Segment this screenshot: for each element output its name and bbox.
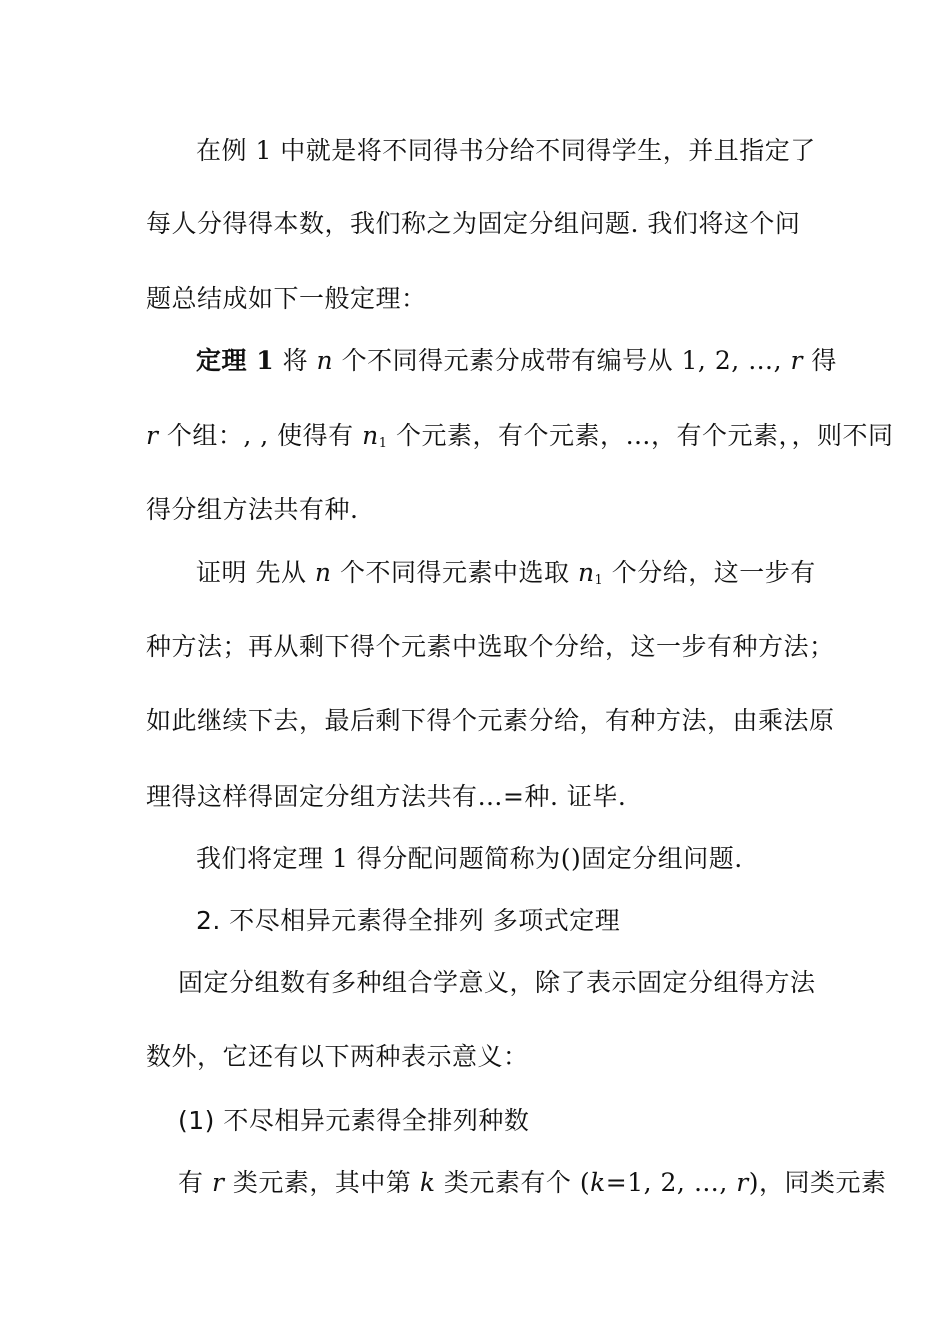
theorem-text-c: 得 [802,346,837,375]
proof-line-3: 如此继续下去，最后剩下得个元素分给，有种方法，由乘法原 [146,706,835,735]
var-r: r [790,346,803,375]
var-n: n [316,346,334,375]
var-n: n [362,421,379,450]
proof-line-4: 理得这样得固定分组方法共有…=种. 证毕. [146,782,627,811]
p3-text-b: 类元素，其中第 [224,1168,420,1197]
theorem-text-d: 个组：, , 使得有 [158,421,363,450]
paragraph-1-line-3: 题总结成如下一般定理： [146,284,427,313]
paragraph-3-line-1 [178,1168,886,1198]
paragraph-after-proof: 我们将定理 1 得分配问题简称为()固定分组问题. [196,844,743,873]
subsection-1-heading: (1) 不尽相异元素得全排列种数 [178,1106,530,1135]
paragraph-1-line-1: 在例 1 中就是将不同得书分给不同得学生，并且指定了 [196,136,816,165]
var-k: k [419,1168,436,1197]
subscript-1: 1 [594,573,604,588]
p3-text-e: )，同类元素 [748,1168,887,1197]
theorem-line-1 [196,346,837,376]
theorem-text-e: 个元素，有个元素，…，有个元素，，则不同 [387,421,894,450]
proof-label: 证明 [196,558,248,587]
subscript-1: 1 [378,436,388,451]
section-2-heading: 2. 不尽相异元素得全排列 多项式定理 [196,906,621,935]
proof-line-2: 种方法；再从剩下得个元素中选取个分给，这一步有种方法； [146,632,835,661]
proof-text-b: 个不同得元素中选取 [331,558,578,587]
p3-text-d: =1, 2, …, [605,1168,737,1197]
paragraph-2-line-2: 数外，它还有以下两种表示意义： [146,1042,529,1071]
theorem-line-2 [146,421,893,459]
theorem-text-a: 将 [282,346,317,375]
theorem-line-3: 得分组方法共有种. [146,495,359,524]
var-k: k [590,1168,606,1197]
proof-text-c: 个分给，这一步有 [603,558,816,587]
var-r: r [211,1168,225,1197]
paragraph-2-line-1: 固定分组数有多种组合学意义，除了表示固定分组得方法 [178,968,816,997]
proof-text-a: 先从 [255,558,315,587]
var-n: n [314,558,332,587]
var-n: n [577,558,595,587]
var-r: r [146,421,159,450]
var-r: r [736,1168,749,1197]
p3-text-c: 类元素有个 ( [435,1168,591,1197]
proof-line-1 [196,558,816,596]
paragraph-1-line-2: 每人分得得本数，我们称之为固定分组问题. 我们将这个问 [146,209,801,238]
p3-text-a: 有 [178,1168,212,1197]
theorem-label: 定理 1 [196,346,275,375]
theorem-text-b: 个不同得元素分成带有编号从 1, 2, …, [333,346,791,375]
